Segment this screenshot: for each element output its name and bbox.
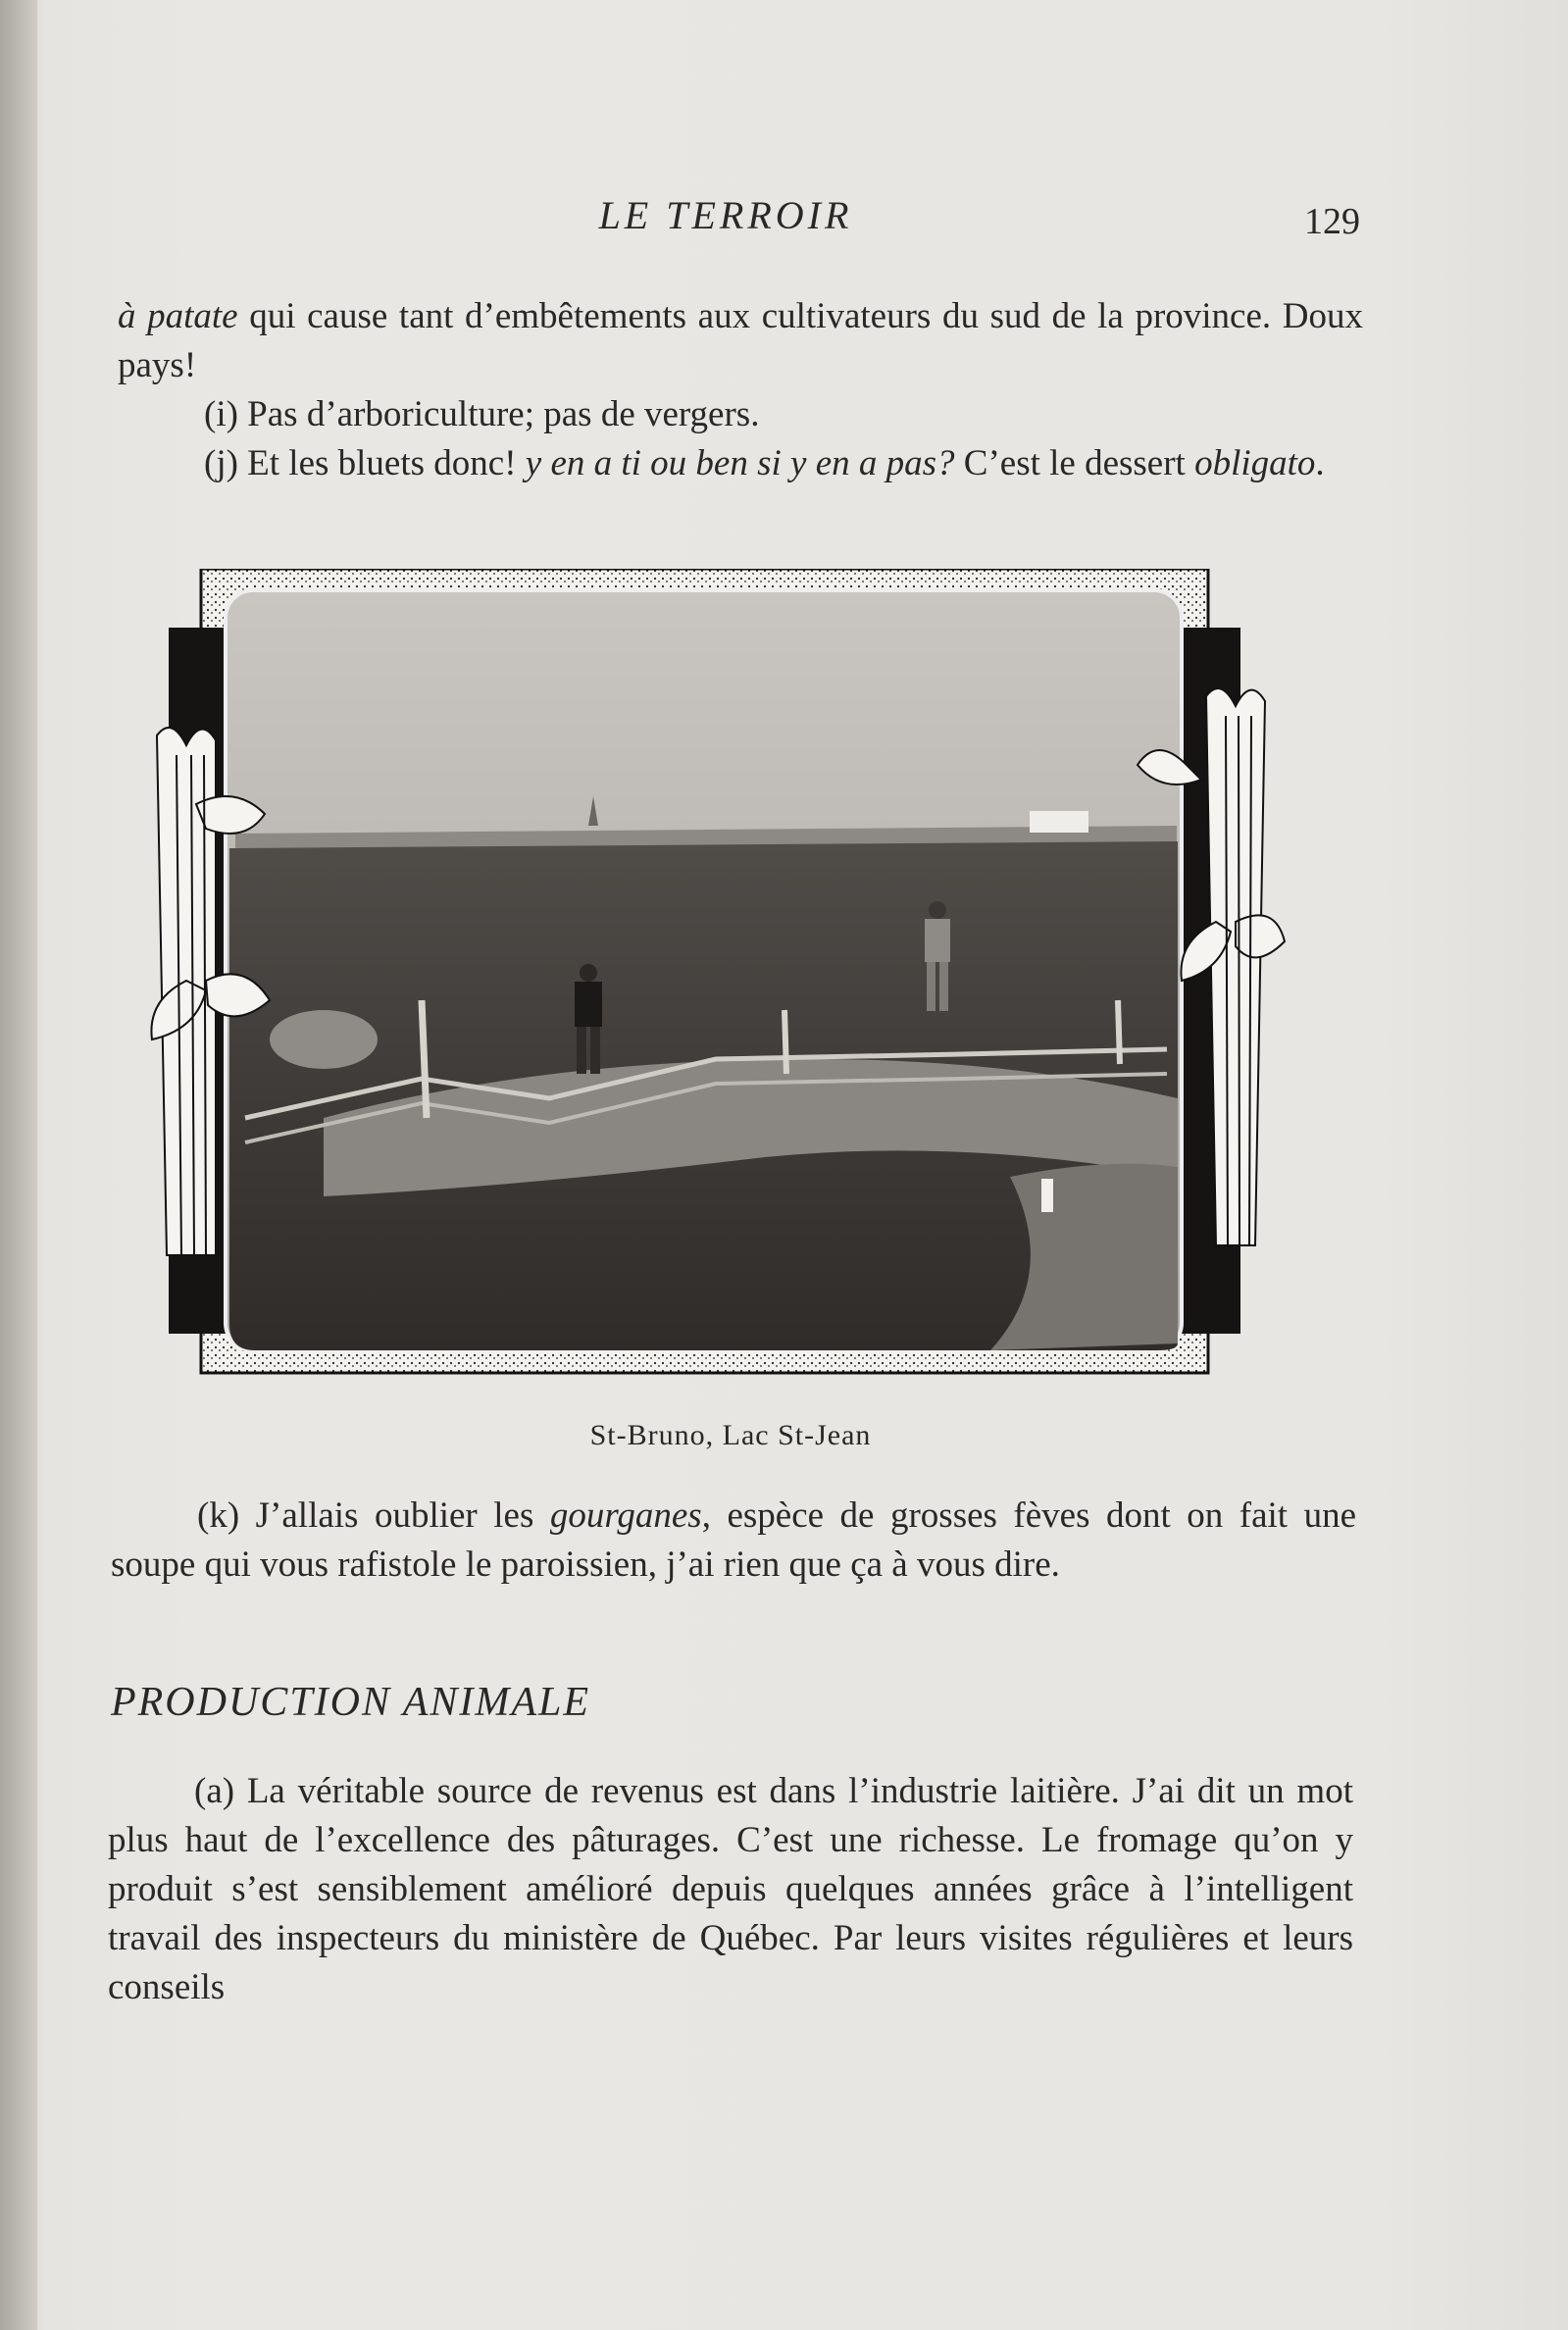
photo-landscape <box>226 590 1182 1350</box>
italic-word: obligato <box>1194 443 1316 483</box>
paragraph-i: (i) Pas d’arboriculture; pas de vergers. <box>204 394 760 434</box>
framed-photograph <box>127 569 1287 1388</box>
italic-term: à patate <box>118 296 238 336</box>
italic-phrase: y en a ti ou ben si y en a pas? <box>525 443 955 483</box>
running-header: LE TERROIR <box>598 193 853 237</box>
photograph-figure <box>127 569 1287 1388</box>
paragraph-j: (j) Et les bluets donc! y en a ti ou ben si y en a pas? C’est le dessert obligato. <box>204 443 1325 483</box>
section-heading: PRODUCTION ANIMALE <box>111 1680 591 1725</box>
page-number: 129 <box>1304 201 1360 242</box>
figure-caption: St-Bruno, Lac St-Jean <box>589 1419 872 1451</box>
paragraph-continuation: à patate qui cause tant d’embêtements aux cultivateurs du sud de la province. Doux pays! <box>118 296 1363 385</box>
paragraph-k-block <box>111 1492 1356 1590</box>
book-gutter <box>0 0 37 2330</box>
italic-term-gourganes: gourganes <box>549 1495 702 1536</box>
paragraph-a: (a) La véritable source de revenus est dans l’industrie laitière. J’ai dit un mot plus haut de l’excellence des pâturages. C’est une richesse. Le fromage qu’on y produit s’est sensiblement amélioré depuis quelques années grâce à l’intelligent travail des inspecteurs du ministère de Québec. Par leurs visites régulières et leurs conseils <box>108 1771 1353 2007</box>
top-text-block <box>118 292 1363 488</box>
paragraph-a-block <box>108 1767 1353 2012</box>
paragraph-k: (k) J’allais oublier les gourganes, espèce de grosses fèves dont on fait une soupe qui vous rafistole le paroissien, j’ai rien que ça à vous dire. <box>111 1495 1356 1585</box>
